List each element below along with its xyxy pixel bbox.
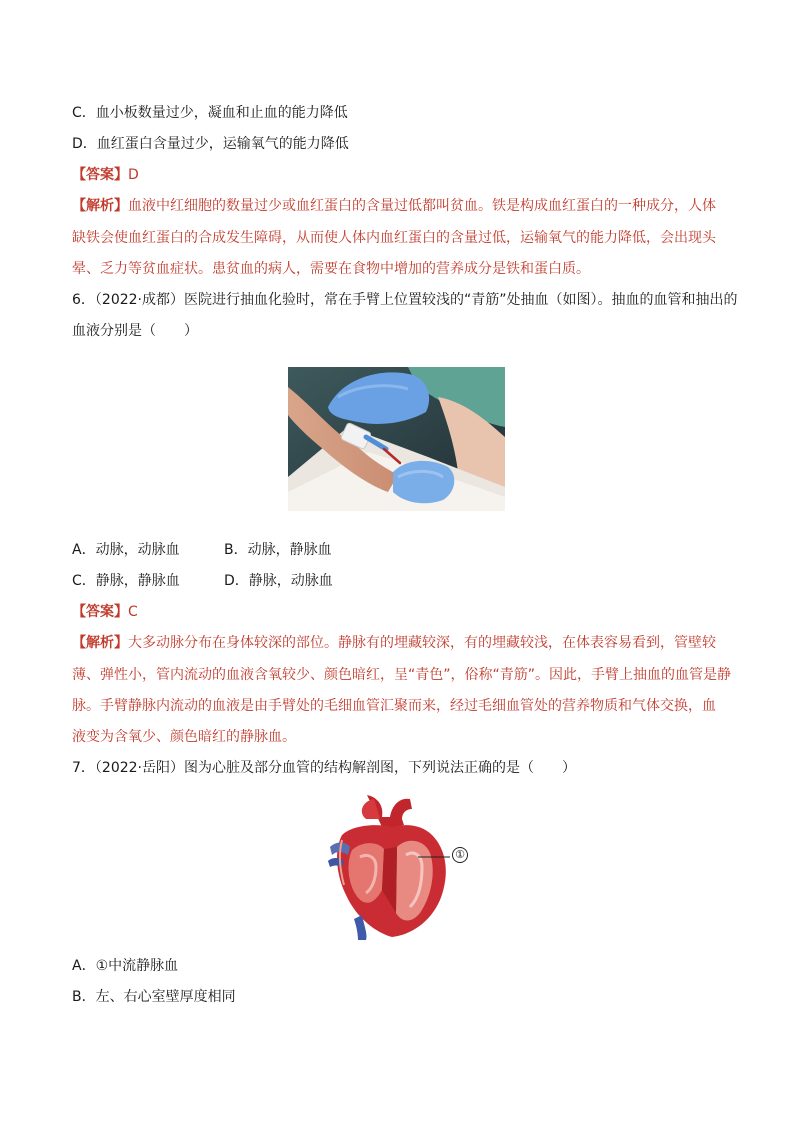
q7-stem: 7．（2022·岳阳）图为心脏及部分血管的结构解剖图，下列说法正确的是（ ）	[72, 760, 576, 776]
q5-option-d: D．血红蛋白含量过少，运输氧气的能力降低	[72, 136, 349, 152]
q6-options-row-1	[72, 540, 732, 560]
q7-option-a: A．①中流静脉血	[72, 958, 179, 974]
q6-stem-2: 血液分别是（ ）	[72, 323, 198, 339]
q7-option-b: B．左、右心室壁厚度相同	[72, 989, 236, 1005]
q6-analysis-1	[72, 633, 732, 653]
q5-analysis-1	[72, 196, 732, 216]
analysis-tag: 【解析】	[72, 198, 128, 214]
q5-analysis-2: 缺铁会使血红蛋白的合成发生障碍，从而使人体内血红蛋白的含量过低，运输氧气的能力降低，会出现头	[72, 230, 716, 246]
heart-diagram	[322, 795, 472, 940]
q6-option-c: C．静脉，静脉血	[72, 573, 180, 589]
q6-stem-1: 6．（2022·成都）医院进行抽血化验时，常在手臂上位置较浅的“青筋”处抽血（如图）。抽血的血管和抽出的	[72, 292, 738, 308]
q6-analysis-3: 脉。手臂静脉内流动的血液是由手臂处的毛细血管汇聚而来，经过毛细血管处的营养物质和气体交换，血	[72, 698, 716, 714]
q6-analysis-2: 薄、弹性小，管内流动的血液含氧较少、颜色暗红，呈“青色”，俗称“青筋”。因此，手臂上抽血的血管是静	[72, 667, 732, 683]
answer-tag: 【答案】	[72, 604, 128, 620]
q6-option-d: D．静脉，动脉血	[224, 573, 333, 589]
q6-option-a: A．动脉，动脉血	[72, 542, 180, 558]
analysis-tag: 【解析】	[72, 635, 128, 651]
q6-option-b: B．动脉，静脉血	[224, 542, 332, 558]
callout-label: ①	[455, 848, 465, 861]
analysis-text: 大多动脉分布在身体较深的部位。静脉有的埋藏较深，有的埋藏较浅，在体表容易看到，管壁较	[128, 635, 716, 651]
q5-analysis-3: 晕、乏力等贫血症状。患贫血的病人，需要在食物中增加的营养成分是铁和蛋白质。	[72, 261, 590, 277]
q6-answer	[72, 602, 732, 622]
q6-analysis-4: 液变为含氧少、颜色暗红的静脉血。	[72, 729, 296, 745]
answer-value: C	[128, 604, 138, 620]
answer-tag: 【答案】	[72, 167, 128, 183]
q5-answer	[72, 165, 732, 185]
q5-option-c: C．血小板数量过少，凝血和止血的能力降低	[72, 105, 348, 121]
blood-draw-photo	[288, 367, 505, 511]
q6-options-row-2	[72, 571, 732, 591]
answer-value: D	[128, 167, 139, 183]
analysis-text: 血液中红细胞的数量过少或血红蛋白的含量过低都叫贫血。铁是构成血红蛋白的一种成分，人体	[128, 198, 716, 214]
